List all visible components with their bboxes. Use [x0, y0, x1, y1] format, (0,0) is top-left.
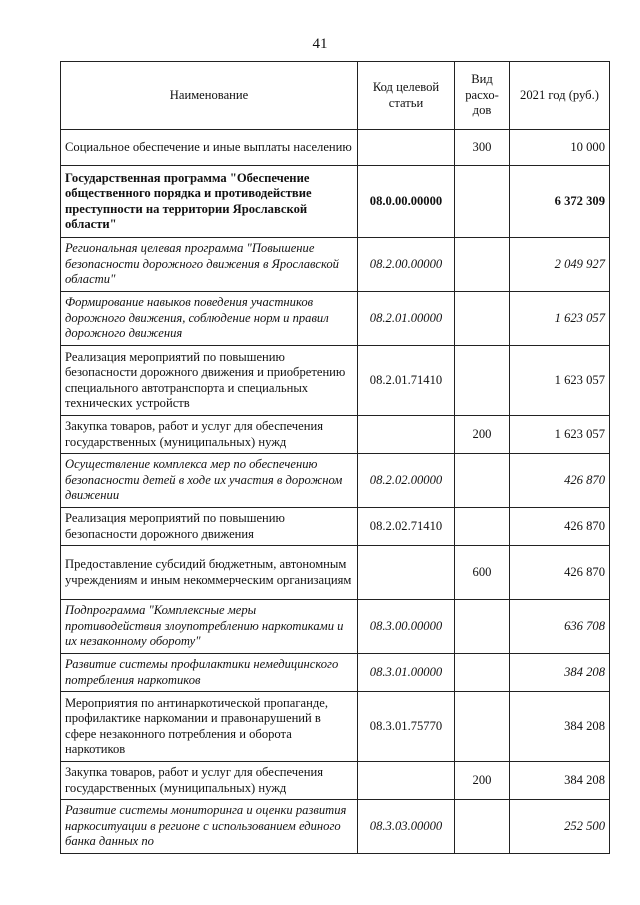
page-number: 41: [312, 36, 328, 52]
row-code-cell: 08.3.01.75770: [358, 692, 455, 762]
row-kind-cell: [455, 800, 510, 854]
row-kind-cell: [455, 166, 510, 238]
row-amount-cell: 10 000: [510, 130, 610, 166]
row-code-cell: 08.2.01.71410: [358, 346, 455, 416]
row-code-cell: [358, 762, 455, 800]
row-name-cell: Реализация мероприятий по повышению безопасности дорожного движения и приобретению специального автотранспорта и специальных технических устройств: [61, 346, 358, 416]
row-code-cell: 08.2.02.71410: [358, 508, 455, 546]
row-amount-cell: 1 623 057: [510, 292, 610, 346]
row-kind-cell: [455, 654, 510, 692]
row-kind-cell: [455, 292, 510, 346]
row-name-cell: Развитие системы профилактики немедицинского потребления наркотиков: [61, 654, 358, 692]
header-name: Наименование: [61, 62, 358, 130]
table-header-row: [61, 62, 610, 130]
table-row: [61, 800, 610, 854]
row-code-cell: 08.2.00.00000: [358, 238, 455, 292]
row-name-cell: Закупка товаров, работ и услуг для обеспечения государственных (муниципальных) нужд: [61, 416, 358, 454]
row-code-cell: 08.2.01.00000: [358, 292, 455, 346]
row-kind-cell: [455, 692, 510, 762]
row-name-cell: Мероприятия по антинаркотической пропаганде, профилактике наркомании и правонарушений в сфере незаконного потребления и оборота наркотиков: [61, 692, 358, 762]
table-row: [61, 508, 610, 546]
row-code-cell: [358, 130, 455, 166]
row-code-cell: [358, 546, 455, 600]
row-kind-cell: [455, 600, 510, 654]
row-code-cell: 08.0.00.00000: [358, 166, 455, 238]
row-kind-cell: [455, 454, 510, 508]
table-row: [61, 130, 610, 166]
row-name-cell: Подпрограмма "Комплексные меры противодействия злоупотреблению наркотиками и их незаконному обороту": [61, 600, 358, 654]
row-name-cell: Осуществление комплекса мер по обеспечению безопасности детей в ходе их участия в дорожном движении: [61, 454, 358, 508]
row-kind-cell: [455, 346, 510, 416]
budget-table: [60, 61, 610, 854]
row-name-cell: Формирование навыков поведения участников дорожного движения, соблюдение норм и правил дорожного движения: [61, 292, 358, 346]
table-row: [61, 546, 610, 600]
table-row: [61, 762, 610, 800]
row-code-cell: 08.3.01.00000: [358, 654, 455, 692]
row-amount-cell: 252 500: [510, 800, 610, 854]
row-amount-cell: 384 208: [510, 762, 610, 800]
row-amount-cell: 426 870: [510, 546, 610, 600]
row-code-cell: [358, 416, 455, 454]
row-amount-cell: 384 208: [510, 692, 610, 762]
header-amount: 2021 год (руб.): [510, 62, 610, 130]
row-amount-cell: 636 708: [510, 600, 610, 654]
table-row: [61, 416, 610, 454]
row-amount-cell: 1 623 057: [510, 346, 610, 416]
table-row: [61, 654, 610, 692]
header-code: Код целевой статьи: [358, 62, 455, 130]
table-row: [61, 346, 610, 416]
row-amount-cell: 426 870: [510, 508, 610, 546]
row-kind-cell: 200: [455, 416, 510, 454]
row-amount-cell: 426 870: [510, 454, 610, 508]
header-kind: Вид расхо-дов: [455, 62, 510, 130]
row-amount-cell: 1 623 057: [510, 416, 610, 454]
table-row: [61, 292, 610, 346]
row-name-cell: Предоставление субсидий бюджетным, автономным учреждениям и иным некоммерческим организациям: [61, 546, 358, 600]
row-name-cell: Развитие системы мониторинга и оценки развития наркоситуации в регионе с использованием единого банка данных по: [61, 800, 358, 854]
row-kind-cell: 300: [455, 130, 510, 166]
table-row: [61, 692, 610, 762]
row-code-cell: 08.3.00.00000: [358, 600, 455, 654]
table-row: [61, 238, 610, 292]
row-name-cell: Закупка товаров, работ и услуг для обеспечения государственных (муниципальных) нужд: [61, 762, 358, 800]
row-code-cell: 08.3.03.00000: [358, 800, 455, 854]
row-kind-cell: [455, 238, 510, 292]
row-kind-cell: 200: [455, 762, 510, 800]
row-name-cell: Государственная программа "Обеспечение общественного порядка и противодействие преступности на территории Ярославской области": [61, 166, 358, 238]
table-body: [61, 130, 610, 854]
row-name-cell: Реализация мероприятий по повышению безопасности дорожного движения: [61, 508, 358, 546]
row-name-cell: Социальное обеспечение и иные выплаты населению: [61, 130, 358, 166]
row-kind-cell: 600: [455, 546, 510, 600]
table-row: [61, 454, 610, 508]
row-amount-cell: 2 049 927: [510, 238, 610, 292]
table-row: [61, 600, 610, 654]
table-row: [61, 166, 610, 238]
row-amount-cell: 384 208: [510, 654, 610, 692]
row-amount-cell: 6 372 309: [510, 166, 610, 238]
row-kind-cell: [455, 508, 510, 546]
row-code-cell: 08.2.02.00000: [358, 454, 455, 508]
row-name-cell: Региональная целевая программа "Повышение безопасности дорожного движения в Ярославской области": [61, 238, 358, 292]
